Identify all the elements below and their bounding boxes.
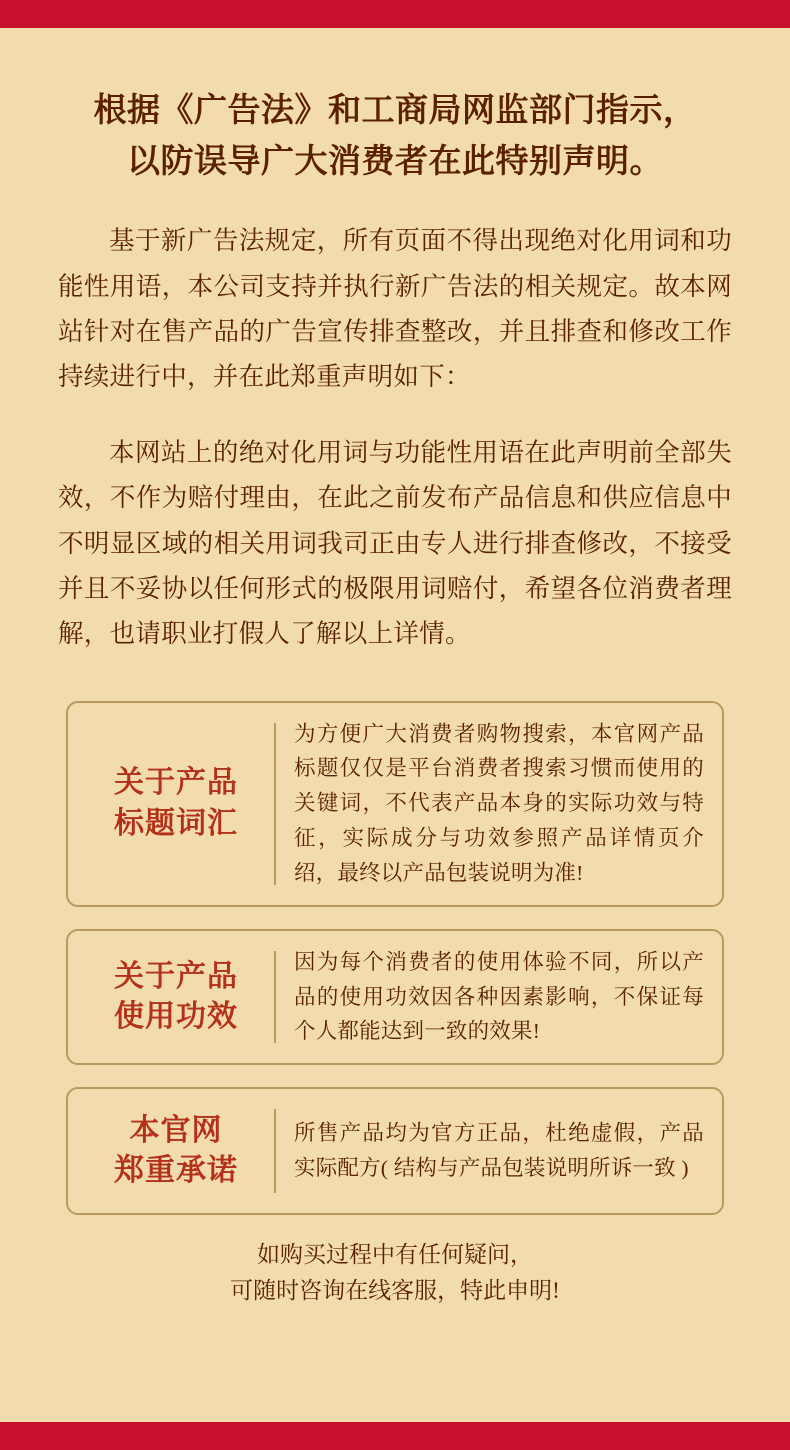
card-product-efficacy (66, 929, 724, 1065)
footer-line-2: 可随时咨询在线客服，特此申明! (230, 1277, 560, 1303)
page-title-line-1: 根据《广告法》和工商局网监部门指示， (93, 93, 697, 129)
card-title-line-1: 关于产品 (114, 959, 238, 993)
card-list (66, 701, 724, 1216)
card-title (78, 1111, 274, 1192)
declaration-panel (0, 28, 790, 1422)
card-title-line-2: 标题词汇 (114, 806, 238, 840)
card-title (78, 763, 274, 844)
card-title-line-1: 本官网 (129, 1113, 223, 1147)
card-body-text: 为方便广大消费者购物搜索，本官网产品标题仅仅是平台消费者搜索习惯而使用的关键词，不代表产品本身的实际功效与特征，实际成分与功效参照产品详情页介绍，最终以产品包装说明为准! (294, 721, 704, 885)
page-title (52, 86, 738, 188)
card-body-text: 因为每个消费者的使用体验不同，所以产品的使用功效因各种因素影响，不保证每个人都能达到一致的效果! (294, 949, 704, 1044)
page-title-line-2: 以防误导广大消费者在此特别声明。 (127, 144, 663, 181)
card-official-promise (66, 1087, 724, 1215)
card-title-line-2: 使用功效 (114, 1000, 238, 1034)
card-title-line-2: 郑重承诺 (114, 1154, 238, 1188)
card-body-text: 所售产品均为官方正品，杜绝虚假，产品实际配方( 结构与产品包装说明所诉一致 ) (294, 1121, 704, 1181)
footer-line-1: 如购买过程中有任何疑问， (257, 1242, 533, 1268)
card-title (78, 957, 274, 1038)
statement-paragraph: 本网站上的绝对化用词与功能性用语在此声明前全部失效，不作为赔付理由，在此之前发布产品信息和供应信息中不明显区域的相关用词我司正由专人进行排查修改，不接受并且不妥协以任何形式的极限用词赔付，希望各位消费者理解，也请职业打假人了解以上详情。 (58, 437, 732, 649)
card-product-title-terms (66, 701, 724, 907)
intro-paragraph: 基于新广告法规定，所有页面不得出现绝对化用词和功能性用语，本公司支持并执行新广告法的相关规定。故本网站针对在售产品的广告宣传排查整改，并且排查和修改工作持续进行中，并在此郑重声明如下： (58, 226, 732, 392)
footer-note (52, 1237, 738, 1308)
card-title-line-1: 关于产品 (114, 766, 238, 800)
